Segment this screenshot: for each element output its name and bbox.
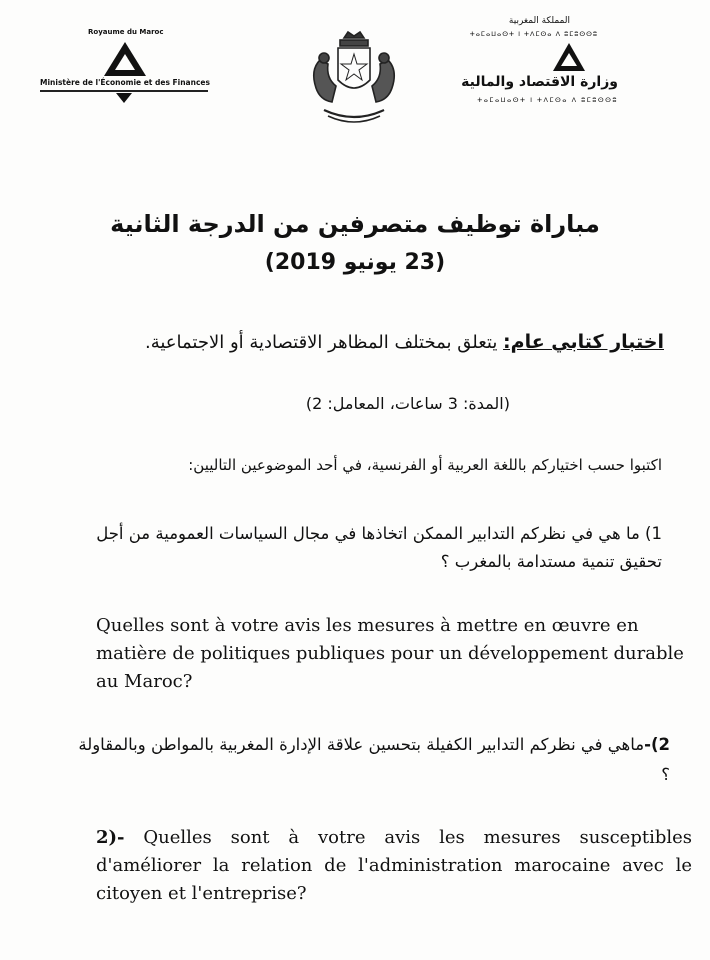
small-triangle-icon xyxy=(116,93,132,103)
royal-emblem-icon xyxy=(298,30,410,130)
exam-instruction: اكتبوا حسب اختياركم باللغة العربية أو الفرنسية، في أحد الموضوعين التاليين: xyxy=(188,456,662,474)
triangle-logo-icon xyxy=(102,40,148,78)
logo-rule xyxy=(40,90,208,92)
question-2-french xyxy=(96,824,692,908)
competition-title: مباراة توظيف متصرفين من الدرجة الثانية xyxy=(110,210,600,238)
ministry-logo-right xyxy=(456,12,626,112)
question-2-text-ar: ماهي في نظركم التدابير الكفيلة بتحسين علاقة الإدارة المغربية بالمواطن وبالمقاولة ؟ xyxy=(78,735,670,784)
competition-date: (23 يونيو 2019) xyxy=(264,250,446,275)
question-1-arabic: 1) ما هي في نظركم التدابير الممكن اتخاذها في مجال السياسات العمومية من أجل تحقيق تنمية مستدامة بالمغرب ؟ xyxy=(96,524,662,571)
exam-description xyxy=(44,330,664,355)
question-2-text-fr: Quelles sont à votre avis les mesures susceptibles d'améliorer la relation de l'administration marocaine avec le citoyen et l'entreprise? xyxy=(96,827,692,904)
question-2-arabic xyxy=(70,730,670,790)
ministry-label-fr: Ministère de l'Économie et des Finances xyxy=(40,78,210,87)
amazigh-label-bottom: ⵜⴰⵎⴰⵡⴰⵙⵜ ⵏ ⵜⴷⵎⵙⴰ ⴷ ⵓⵎⵓⵙⵙⵓ xyxy=(477,96,618,104)
kingdom-label-ar: المملكة المغربية xyxy=(508,16,570,26)
question-2-number-fr: 2)- xyxy=(96,827,125,848)
question-2-number-ar: 2)- xyxy=(644,735,670,754)
kingdom-label: Royaume du Maroc xyxy=(88,28,164,36)
ministry-logo-left xyxy=(40,22,210,107)
question-1-french: Quelles sont à votre avis les mesures à mettre en œuvre en matière de politiques publiques pour un développement durable au Maroc? xyxy=(96,615,684,692)
exam-duration: (المدة: 3 ساعات، المعامل: 2) xyxy=(305,394,510,413)
exam-lead: اختبار كتابي عام: xyxy=(503,331,664,353)
triangle-logo-icon xyxy=(552,42,586,72)
amazigh-label-top: ⵜⴰⵎⴰⵡⴰⵙⵜ ⵏ ⵜⴷⵎⵙⴰ ⴷ ⵓⵎⵓⵙⵙⵓ xyxy=(469,30,598,38)
exam-subject: يتعلق بمختلف المظاهر الاقتصادية أو الاجتماعية. xyxy=(144,332,504,353)
ministry-label-ar: وزارة الاقتصاد والمالية xyxy=(461,74,618,90)
